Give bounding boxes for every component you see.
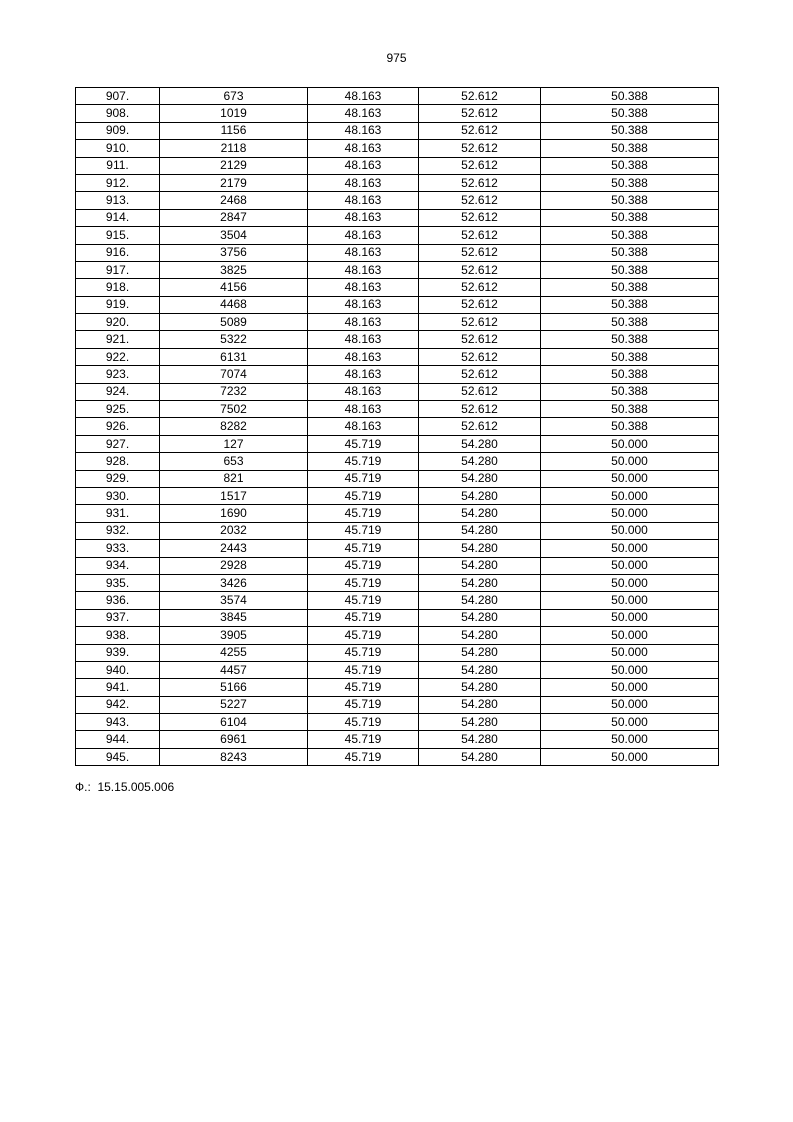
table-cell: 913. [76, 192, 160, 209]
table-row [76, 574, 719, 591]
table-cell: 50.388 [541, 140, 719, 157]
table-cell: 50.000 [541, 522, 719, 539]
table-cell: 50.388 [541, 383, 719, 400]
table-cell: 50.388 [541, 418, 719, 435]
table-cell: 48.163 [308, 331, 419, 348]
table-row [76, 627, 719, 644]
table-cell: 45.719 [308, 557, 419, 574]
table-cell: 50.000 [541, 696, 719, 713]
table-cell: 934. [76, 557, 160, 574]
table-cell: 52.612 [419, 88, 541, 105]
table-cell: 8282 [160, 418, 308, 435]
table-cell: 4457 [160, 661, 308, 678]
table-cell: 925. [76, 401, 160, 418]
table-cell: 50.000 [541, 592, 719, 609]
table-cell: 941. [76, 679, 160, 696]
table-cell: 48.163 [308, 157, 419, 174]
table-row [76, 592, 719, 609]
table-cell: 52.612 [419, 174, 541, 191]
table-cell: 54.280 [419, 470, 541, 487]
table-cell: 50.000 [541, 609, 719, 626]
table-row [76, 418, 719, 435]
table-cell: 52.612 [419, 140, 541, 157]
table-row [76, 244, 719, 261]
page-number: 975 [386, 51, 407, 65]
table-cell: 933. [76, 540, 160, 557]
table-cell: 54.280 [419, 627, 541, 644]
table-row [76, 748, 719, 765]
table-cell: 943. [76, 714, 160, 731]
table-cell: 910. [76, 140, 160, 157]
table-cell: 48.163 [308, 122, 419, 139]
table-cell: 50.000 [541, 714, 719, 731]
table-cell: 45.719 [308, 470, 419, 487]
table-cell: 48.163 [308, 401, 419, 418]
table-cell: 50.388 [541, 105, 719, 122]
table-cell: 48.163 [308, 261, 419, 278]
table-cell: 920. [76, 314, 160, 331]
table-cell: 937. [76, 609, 160, 626]
table-row [76, 679, 719, 696]
table-row [76, 453, 719, 470]
table-row [76, 366, 719, 383]
table-cell: 54.280 [419, 644, 541, 661]
table-row [76, 348, 719, 365]
table-cell: 923. [76, 366, 160, 383]
table-cell: 48.163 [308, 209, 419, 226]
data-table [75, 87, 719, 766]
table-row [76, 331, 719, 348]
table-cell: 673 [160, 88, 308, 105]
table-row [76, 540, 719, 557]
table-cell: 52.612 [419, 192, 541, 209]
table-row [76, 714, 719, 731]
table-cell: 2468 [160, 192, 308, 209]
table-cell: 52.612 [419, 348, 541, 365]
table-row [76, 661, 719, 678]
table-cell: 8243 [160, 748, 308, 765]
table-cell: 919. [76, 296, 160, 313]
table-cell: 50.388 [541, 296, 719, 313]
table-cell: 7232 [160, 383, 308, 400]
table-cell: 50.000 [541, 644, 719, 661]
table-cell: 5322 [160, 331, 308, 348]
table-cell: 54.280 [419, 487, 541, 504]
table-cell: 3426 [160, 574, 308, 591]
table-cell: 921. [76, 331, 160, 348]
table-cell: 4468 [160, 296, 308, 313]
table-cell: 52.612 [419, 314, 541, 331]
table-cell: 45.719 [308, 574, 419, 591]
table-cell: 45.719 [308, 748, 419, 765]
table-cell: 50.000 [541, 487, 719, 504]
table-cell: 50.388 [541, 227, 719, 244]
table-cell: 45.719 [308, 627, 419, 644]
table-cell: 45.719 [308, 505, 419, 522]
table-cell: 54.280 [419, 714, 541, 731]
table-cell: 50.000 [541, 748, 719, 765]
table-cell: 932. [76, 522, 160, 539]
table-cell: 48.163 [308, 227, 419, 244]
table-cell: 50.388 [541, 157, 719, 174]
table-cell: 48.163 [308, 192, 419, 209]
table-row [76, 644, 719, 661]
table-cell: 939. [76, 644, 160, 661]
table-cell: 50.000 [541, 435, 719, 452]
table-cell: 3825 [160, 261, 308, 278]
table-cell: 928. [76, 453, 160, 470]
table-row [76, 140, 719, 157]
table-cell: 938. [76, 627, 160, 644]
table-cell: 50.000 [541, 470, 719, 487]
table-cell: 54.280 [419, 609, 541, 626]
table-cell: 924. [76, 383, 160, 400]
table-cell: 54.280 [419, 540, 541, 557]
table-cell: 50.000 [541, 540, 719, 557]
table-row [76, 209, 719, 226]
table-cell: 54.280 [419, 696, 541, 713]
table-row [76, 261, 719, 278]
table-cell: 54.280 [419, 505, 541, 522]
table-row [76, 731, 719, 748]
table-cell: 914. [76, 209, 160, 226]
table-row [76, 401, 719, 418]
table-cell: 45.719 [308, 487, 419, 504]
table-cell: 45.719 [308, 696, 419, 713]
table-cell: 45.719 [308, 522, 419, 539]
table-cell: 4156 [160, 279, 308, 296]
table-cell: 48.163 [308, 418, 419, 435]
table-row [76, 227, 719, 244]
table-cell: 52.612 [419, 122, 541, 139]
table-cell: 50.000 [541, 661, 719, 678]
table-row [76, 88, 719, 105]
table-cell: 54.280 [419, 592, 541, 609]
table-cell: 918. [76, 279, 160, 296]
table-cell: 52.612 [419, 279, 541, 296]
table-cell: 48.163 [308, 348, 419, 365]
table-cell: 45.719 [308, 679, 419, 696]
table-cell: 3504 [160, 227, 308, 244]
table-cell: 52.612 [419, 366, 541, 383]
table-row [76, 557, 719, 574]
table-cell: 5089 [160, 314, 308, 331]
table-cell: 48.163 [308, 88, 419, 105]
table-cell: 3845 [160, 609, 308, 626]
table-cell: 52.612 [419, 227, 541, 244]
table-cell: 52.612 [419, 105, 541, 122]
table-cell: 2129 [160, 157, 308, 174]
table-cell: 7502 [160, 401, 308, 418]
table-cell: 50.388 [541, 174, 719, 191]
table-cell: 52.612 [419, 261, 541, 278]
table-cell: 50.000 [541, 453, 719, 470]
table-cell: 930. [76, 487, 160, 504]
table-cell: 45.719 [308, 661, 419, 678]
table-cell: 54.280 [419, 574, 541, 591]
table-cell: 1517 [160, 487, 308, 504]
table-cell: 50.388 [541, 401, 719, 418]
table-cell: 54.280 [419, 731, 541, 748]
table-row [76, 279, 719, 296]
table-cell: 3574 [160, 592, 308, 609]
table-cell: 52.612 [419, 244, 541, 261]
table-cell: 50.388 [541, 314, 719, 331]
table-cell: 2032 [160, 522, 308, 539]
table-cell: 2847 [160, 209, 308, 226]
table-cell: 909. [76, 122, 160, 139]
table-row [76, 696, 719, 713]
table-cell: 916. [76, 244, 160, 261]
table-cell: 50.000 [541, 627, 719, 644]
table-cell: 7074 [160, 366, 308, 383]
table-cell: 127 [160, 435, 308, 452]
table-cell: 821 [160, 470, 308, 487]
table-cell: 50.000 [541, 505, 719, 522]
table-cell: 911. [76, 157, 160, 174]
table-cell: 54.280 [419, 435, 541, 452]
table-cell: 48.163 [308, 174, 419, 191]
table-cell: 935. [76, 574, 160, 591]
table-cell: 45.719 [308, 609, 419, 626]
table-cell: 2179 [160, 174, 308, 191]
table-row [76, 609, 719, 626]
table-cell: 929. [76, 470, 160, 487]
table-cell: 45.719 [308, 714, 419, 731]
table-cell: 48.163 [308, 296, 419, 313]
table-cell: 52.612 [419, 383, 541, 400]
table-row [76, 522, 719, 539]
table-cell: 50.388 [541, 261, 719, 278]
table-cell: 940. [76, 661, 160, 678]
table-cell: 6104 [160, 714, 308, 731]
table-row [76, 505, 719, 522]
table-row [76, 157, 719, 174]
table-cell: 926. [76, 418, 160, 435]
table-row [76, 383, 719, 400]
table-cell: 942. [76, 696, 160, 713]
table-cell: 3756 [160, 244, 308, 261]
table-cell: 50.388 [541, 88, 719, 105]
table-cell: 48.163 [308, 105, 419, 122]
table-cell: 54.280 [419, 522, 541, 539]
table-cell: 50.388 [541, 279, 719, 296]
table-cell: 54.280 [419, 679, 541, 696]
table-cell: 48.163 [308, 244, 419, 261]
table-cell: 50.388 [541, 331, 719, 348]
table-cell: 50.388 [541, 366, 719, 383]
footnote: Ф.: 15.15.005.006 [75, 780, 175, 794]
table-cell: 52.612 [419, 296, 541, 313]
table-row [76, 487, 719, 504]
table-cell: 50.000 [541, 731, 719, 748]
table-cell: 52.612 [419, 157, 541, 174]
table-row [76, 314, 719, 331]
table-cell: 50.000 [541, 679, 719, 696]
table-cell: 931. [76, 505, 160, 522]
table-cell: 908. [76, 105, 160, 122]
table-cell: 54.280 [419, 557, 541, 574]
table-body [76, 88, 719, 766]
table-cell: 1156 [160, 122, 308, 139]
table-cell: 6131 [160, 348, 308, 365]
table-row [76, 470, 719, 487]
table-cell: 50.388 [541, 122, 719, 139]
table-row [76, 105, 719, 122]
table-row [76, 435, 719, 452]
table-cell: 50.388 [541, 244, 719, 261]
table-cell: 48.163 [308, 140, 419, 157]
table-cell: 917. [76, 261, 160, 278]
table-cell: 52.612 [419, 418, 541, 435]
table-cell: 936. [76, 592, 160, 609]
table-cell: 3905 [160, 627, 308, 644]
table-cell: 50.388 [541, 348, 719, 365]
table-cell: 48.163 [308, 279, 419, 296]
table-cell: 2118 [160, 140, 308, 157]
table-cell: 50.000 [541, 574, 719, 591]
table-row [76, 296, 719, 313]
table-cell: 45.719 [308, 592, 419, 609]
table-cell: 45.719 [308, 435, 419, 452]
table-cell: 45.719 [308, 731, 419, 748]
table-row [76, 192, 719, 209]
table-cell: 50.388 [541, 192, 719, 209]
table-cell: 2443 [160, 540, 308, 557]
table-cell: 45.719 [308, 540, 419, 557]
table-cell: 907. [76, 88, 160, 105]
table-row [76, 122, 719, 139]
table-cell: 922. [76, 348, 160, 365]
table-cell: 6961 [160, 731, 308, 748]
table-cell: 1019 [160, 105, 308, 122]
table-cell: 653 [160, 453, 308, 470]
table-cell: 915. [76, 227, 160, 244]
table-cell: 945. [76, 748, 160, 765]
table-cell: 4255 [160, 644, 308, 661]
table-cell: 1690 [160, 505, 308, 522]
table-row [76, 174, 719, 191]
table-cell: 48.163 [308, 314, 419, 331]
table-cell: 45.719 [308, 453, 419, 470]
table-cell: 5227 [160, 696, 308, 713]
table-cell: 52.612 [419, 331, 541, 348]
table-cell: 927. [76, 435, 160, 452]
table-cell: 944. [76, 731, 160, 748]
table-cell: 48.163 [308, 366, 419, 383]
table-cell: 50.388 [541, 209, 719, 226]
table-cell: 2928 [160, 557, 308, 574]
table-cell: 52.612 [419, 209, 541, 226]
table-cell: 54.280 [419, 453, 541, 470]
table-cell: 912. [76, 174, 160, 191]
table-cell: 45.719 [308, 644, 419, 661]
table-cell: 50.000 [541, 557, 719, 574]
table-cell: 52.612 [419, 401, 541, 418]
table-cell: 54.280 [419, 661, 541, 678]
table-cell: 48.163 [308, 383, 419, 400]
table-cell: 5166 [160, 679, 308, 696]
table-cell: 54.280 [419, 748, 541, 765]
